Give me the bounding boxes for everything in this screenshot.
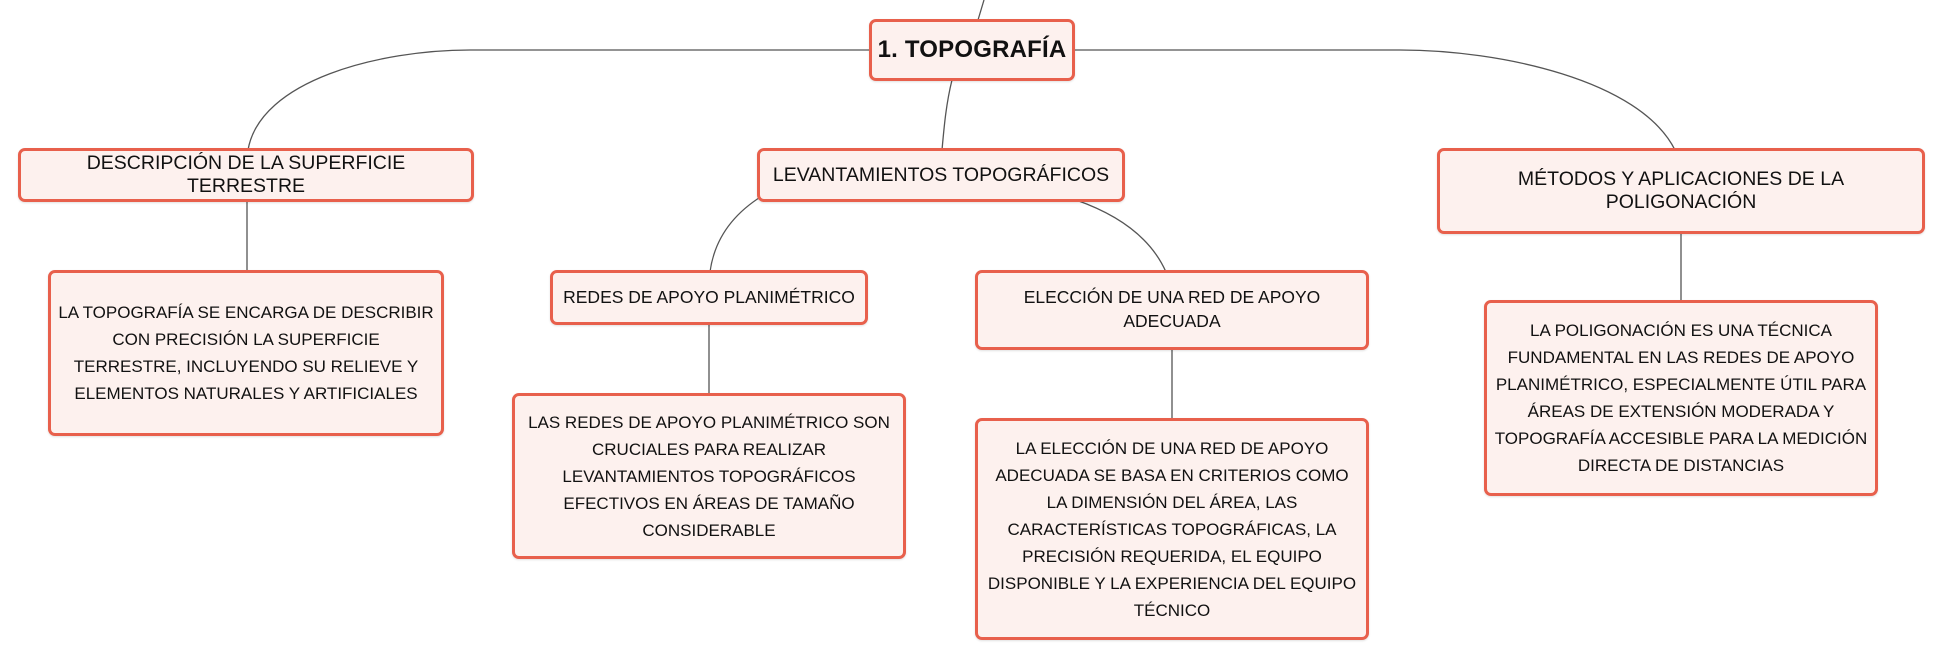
subtopic-node-eleccion[interactable] (975, 270, 1369, 350)
topic-label-descripcion: DESCRIPCIÓN DE LA SUPERFICIE TERRESTRE (86, 152, 406, 197)
connector-root-levantamientos (942, 80, 952, 150)
detail-node-eleccion[interactable] (975, 418, 1369, 640)
topic-label-metodos: MÉTODOS Y APLICACIONES DE LA POLIGONACIÓN (1517, 168, 1845, 213)
subtopic-label-eleccion: ELECCIÓN DE UNA RED DE APOYO ADECUADA (1023, 287, 1321, 331)
detail-node-metodos[interactable] (1484, 300, 1878, 496)
detail-text-descripcion: LA TOPOGRAFÍA SE ENCARGA DE DESCRIBIR CON PRECISIÓN LA SUPERFICIE TERRESTRE, INCLUYENDO SU RELIEVE Y ELEMENTOS NATURALES Y ARTIFICIALES (58, 303, 434, 403)
topic-node-levantamientos[interactable] (757, 148, 1125, 202)
root-label: 1. TOPOGRAFÍA (877, 36, 1067, 63)
connector-levantamientos-redes (710, 196, 762, 272)
topic-label-levantamientos: LEVANTAMIENTOS TOPOGRÁFICOS (772, 163, 1110, 186)
detail-text-eleccion: LA ELECCIÓN DE UNA RED DE APOYO ADECUADA SE BASA EN CRITERIOS COMO LA DIMENSIÓN DEL ÁREA, LAS CARACTERÍSTICAS TOPOGRÁFICAS, LA PRECISIÓN REQUERIDA, EL EQUIPO DISPONIBLE Y LA EXPERIENCIA DEL EQUIPO TÉCNICO (987, 438, 1357, 620)
detail-node-descripcion[interactable] (48, 270, 444, 436)
connector-root-descripcion (248, 50, 872, 150)
detail-node-redes[interactable] (512, 393, 906, 559)
topic-node-metodos[interactable] (1437, 148, 1925, 234)
detail-text-metodos: LA POLIGONACIÓN ES UNA TÉCNICA FUNDAMENTAL EN LAS REDES DE APOYO PLANIMÉTRICO, ESPECIALMENTE ÚTIL PARA ÁREAS DE EXTENSIÓN MODERADA Y TOPOGRAFÍA ACCESIBLE PARA LA MEDICIÓN DIRECTA DE DISTANCIAS (1494, 321, 1868, 475)
connector-parent-root (978, 0, 984, 20)
topic-node-descripcion[interactable] (18, 148, 474, 202)
subtopic-label-redes: REDES DE APOYO PLANIMÉTRICO (563, 286, 855, 307)
connector-root-metodos (1072, 50, 1675, 150)
root-node-topografia[interactable] (869, 19, 1075, 81)
subtopic-node-redes[interactable] (550, 270, 868, 325)
connector-levantamientos-eleccion (1076, 200, 1166, 272)
detail-text-redes: LAS REDES DE APOYO PLANIMÉTRICO SON CRUCIALES PARA REALIZAR LEVANTAMIENTOS TOPOGRÁFICOS EFECTIVOS EN ÁREAS DE TAMAÑO CONSIDERABLE (528, 412, 890, 540)
